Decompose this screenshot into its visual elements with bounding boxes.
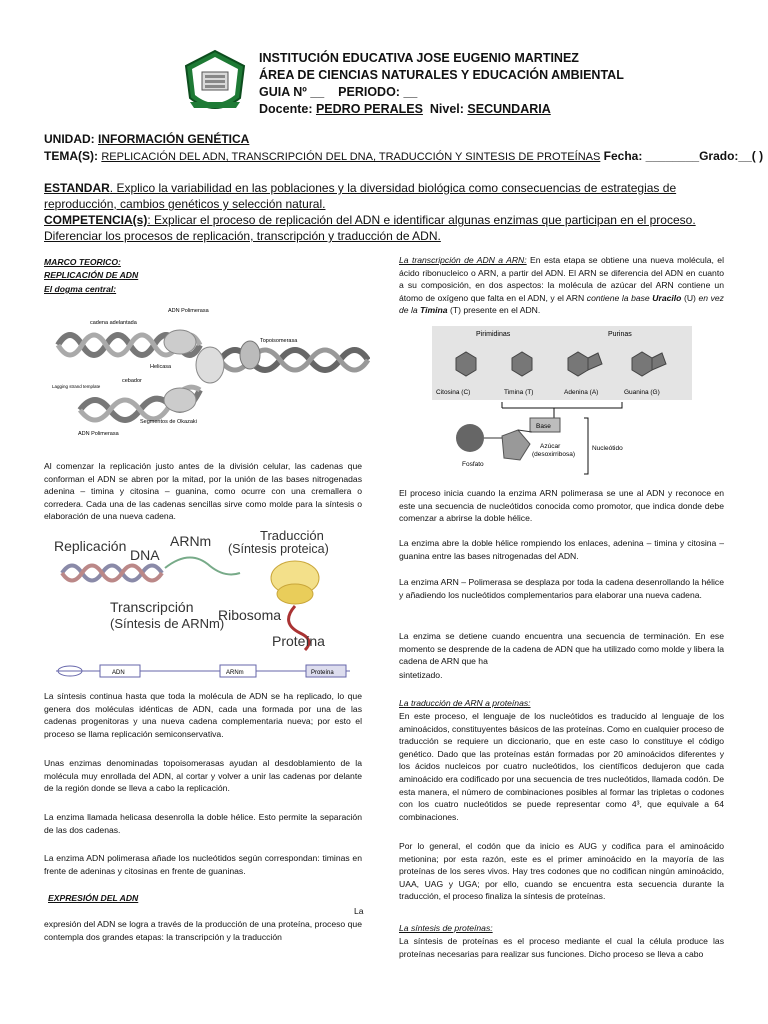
heading-expresion-adn: EXPRESIÓN DEL ADN — [48, 893, 139, 903]
guia-periodo-line: GUIA Nº __ PERIODO: __ — [259, 85, 418, 99]
paragraph-traduccion: En este proceso, el lenguaje de los nucleótidos es traducido al lenguaje de los aminoácidos, constituyentes básicos de las proteínas. Como en cualquier proceso de traducción se requiere un diccionario, que en este caso lo constituye el código genético. Dado que las proteínas están formadas por 20 aminoácidos diferentes y los ácidos nucleicos por cuatro nucleótidos, los científicos dedujeron que cada aminoácido era codificado por una secuencia de tres nucleótidos, llamada codón. De esta manera, el número de combinaciones posibles al formar las tripletas o codones con los cuatro nucleótidos se puede representar como 4³, que equivale a 64 combinaciones. — [399, 711, 724, 822]
replication-fork-figure — [50, 300, 370, 445]
paragraph-adn-polimerasa: La enzima ADN polimerasa añade los nucleótidos según correspondan: timinas en frente de adeninas y citosinas en frente de guaninas. — [44, 853, 362, 876]
paragraph-terminacion: La enzima se detiene cuando encuentra una secuencia de terminación. En ese momento se desprende de la cadena de ADN que ha utilizado como molde y libera la cadena de ARN que ha — [399, 631, 724, 667]
label-timina: Timina (T) — [504, 389, 534, 396]
paragraph-abre-doble-helice: La enzima abre la doble hélice rompiendo los enlaces, adenina – timina y citosina – guanina entre las bases nitrogenadas del ADN. — [399, 538, 724, 561]
competencia-block: COMPETENCIA(s): Explicar el proceso de replicación del ADN e identificar algunas enzimas que participan en el proceso. Diferenciar los procesos de replicación, transcripción y traducción de ADN. — [44, 213, 696, 243]
label-replicacion: Replicación — [54, 538, 127, 554]
heading-replicacion: REPLICACIÓN DE ADN — [44, 270, 139, 280]
heading-traduccion: La traducción de ARN a proteínas: — [399, 698, 531, 708]
central-dogma-figure — [50, 528, 362, 688]
label-okazaki: Segmentos de Okazaki — [140, 419, 197, 425]
nivel-value: SECUNDARIA — [467, 102, 551, 116]
paragraph-transcripcion-intro: La transcripción de ADN a ARN: En esta etapa se obtiene una nueva molécula, el ácido ribonucleico o ARN, a partir del ADN. El ARN se diferencia del ADN en cuanto a su composición, en dos aspectos: la molécula de azúcar del ARN contiene un átomo de oxígeno que falta en el ADN, y el ARN contiene la base Uracilo (U) en vez de la Timina (T) presente en el ADN. — [399, 255, 724, 316]
area-name: ÁREA DE CIENCIAS NATURALES Y EDUCACIÓN AMBIENTAL — [259, 68, 624, 82]
paragraph-expresion-la: La — [354, 906, 364, 916]
label-topoisomerasa: Topoisomerasa — [260, 338, 298, 344]
label-cebador: cebador — [122, 378, 142, 384]
label-traduccion: Traducción — [260, 528, 324, 543]
label-fosfato: Fosfato — [462, 461, 484, 468]
label-ribosoma: Ribosoma — [218, 607, 282, 623]
paragraph-terminacion-end: sintetizado. — [399, 670, 443, 680]
guia-blank: __ — [310, 85, 325, 99]
label-adenina: Adenina (A) — [564, 389, 599, 396]
label-pirimidinas: Pirimidinas — [476, 331, 511, 338]
periodo-blank: __ — [403, 85, 418, 99]
label-base: Base — [536, 423, 551, 430]
estandar-block: ESTANDAR. Explico la variabilidad en las poblaciones y la diversidad biológica como consecuencias de estrategias de reproducción, cambios genéticos y selección natural. — [44, 181, 677, 211]
paragraph-semiconservativa: La síntesis continua hasta que toda la molécula de ADN se ha replicado, lo que genera dos moléculas idénticas de ADN, cada una formada por una de las cadenas progenitoras y una nueva cadena complementaria nueva; por esto el proceso se llama replicación semiconservativa. — [44, 691, 362, 739]
docente-name: PEDRO PERALES — [315, 102, 423, 116]
heading-dogma-central: El dogma central: — [44, 284, 117, 294]
label-adn-polimerasa-top: ADN Polimerasa — [168, 308, 209, 314]
paragraph-arn-polimerasa-inicio: El proceso inicia cuando la enzima ARN polimerasa se une al ADN y reconoce en este una secuencia de nucleótidos conocida como promotor, que indica donde debe comenzar a abrirse la doble hélice. — [399, 488, 724, 524]
label-cadena-adelantada: cadena adelantada — [90, 320, 137, 326]
bar-label-adn: ADN — [112, 670, 125, 676]
tema-line: TEMA(S): REPLICACIÓN DEL ADN, TRANSCRIPCIÓN DEL DNA, TRADUCCIÓN Y SINTESIS DE PROTEÍNAS Fecha: ________Grado:__( ) — [44, 149, 764, 163]
heading-sintesis-proteinas: La síntesis de proteínas: — [399, 923, 493, 933]
bar-label-proteina: Proteína — [311, 670, 334, 676]
label-sintesis-arnm: (Síntesis de ARNm) — [110, 616, 225, 631]
paragraph-sintesis-proteinas: La síntesis de proteínas es el proceso mediante el cual la célula produce las proteínas necesarias para realizar sus funciones. Dicho proceso se lleva a cabo — [399, 936, 724, 959]
heading-marco-teorico: MARCO TEORICO: — [44, 257, 121, 267]
unidad-line: UNIDAD: INFORMACIÓN GENÉTICA — [44, 132, 250, 146]
label-lagging-strand: Lagging strand template — [52, 384, 101, 389]
label-azucar: Azúcar — [540, 443, 561, 450]
paragraph-arn-polimerasa-desplaza: La enzima ARN – Polimerasa se desplaza por toda la cadena desenrollando la hélice y añadiendo los nucleótidos complementarios para elaborar una nueva cadena. — [399, 577, 724, 600]
bar-label-arnm: ARNm — [226, 670, 244, 676]
docente-line: Docente: PEDRO PERALES Nivel: SECUNDARIA — [259, 102, 551, 116]
label-citosina: Citosina (C) — [436, 389, 471, 396]
label-purinas: Purinas — [608, 331, 632, 338]
label-desoxirribosa: (desoxirribosa) — [532, 451, 575, 458]
paragraph-expresion-adn: expresión del ADN se logra a través de la producción de una proteína, proceso que contempla dos grandes etapas: la transcripción y la traducción — [44, 919, 362, 942]
nitrogenous-bases-figure — [432, 326, 692, 486]
label-dna: DNA — [130, 547, 160, 563]
paragraph-replicacion-inicio: Al comenzar la replicación justo antes de la división celular, las cadenas que conforman el ADN se abren por la mitad, por la unión de las bases nitrogenadas adenina – timina y citosina – guanina, como ocurre con una cremallera o corredera. Cada una de las cadenas sencillas sirve como molde para la síntesis o elaboración de una nueva cadena. — [44, 461, 362, 522]
label-sintesis-proteica: (Síntesis proteica) — [228, 542, 329, 556]
label-nucleotido: Nucleótido — [592, 445, 623, 452]
paragraph-helicasa: La enzima llamada helicasa desenrolla la doble hélice. Esto permite la separación de las dos cadenas. — [44, 812, 362, 835]
label-adn-polimerasa-bottom: ADN Polimerasa — [78, 431, 119, 437]
institution-name: INSTITUCIÓN EDUCATIVA JOSE EUGENIO MARTINEZ — [259, 51, 579, 65]
label-guanina: Guanina (G) — [624, 389, 660, 396]
school-logo — [180, 48, 250, 118]
label-proteina: Proteína — [272, 633, 325, 649]
paragraph-topoisomerasas: Unas enzimas denominadas topoisomerasas ayudan al desdoblamiento de la molécula muy enrollada del ADN, al cortar y volver a unir las cadenas por delante de la región donde se lleva a cabo la replicación. — [44, 758, 362, 794]
label-helicasa: Helicasa — [150, 364, 172, 370]
paragraph-codon-inicio: Por lo general, el codón que da inicio es AUG y codifica para el aminoácido metionina; por esta razón, este es el primer aminoácido en la mayoría de las proteínas de los seres vivos. Hay tres codones que no codifican ningún aminoácido, UAA, UAG y UGA; por ello, cuando se encuentra esta secuencia durante la traducción, el proceso finaliza la síntesis de proteínas. — [399, 841, 724, 902]
label-transcripcion: Transcripción — [110, 599, 194, 615]
label-arnm: ARNm — [170, 533, 212, 549]
